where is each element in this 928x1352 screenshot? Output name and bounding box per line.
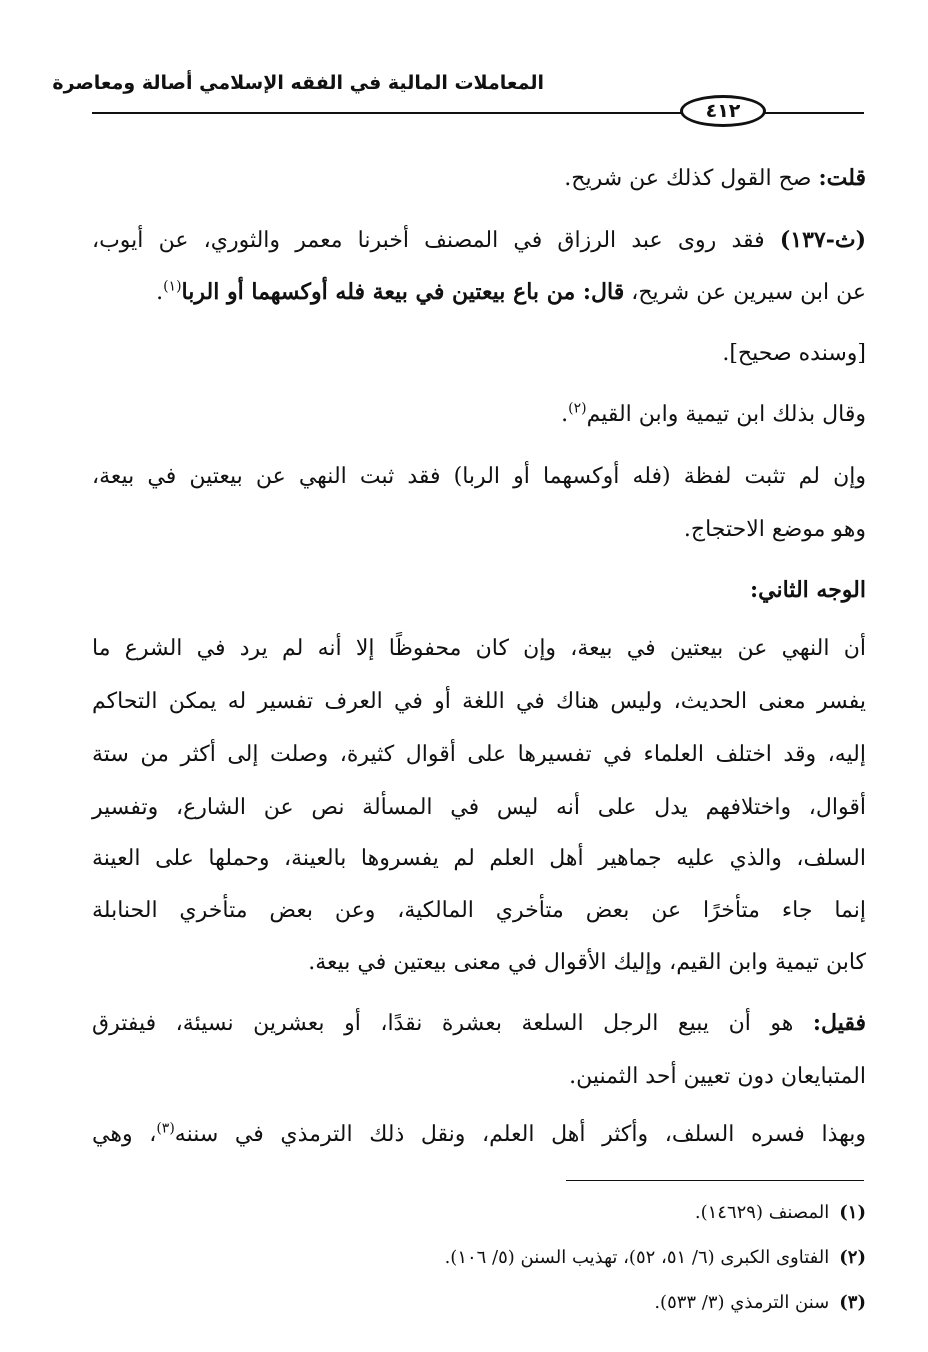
- paragraph-line-5: [561, 400, 866, 430]
- paragraph-line-10: [92, 687, 866, 717]
- paragraph-line-7: [684, 515, 866, 545]
- paragraph-line-4: [722, 339, 866, 369]
- line-18-text: وبهذا فسره السلف، وأكثر أهل العلم، ونقل ذلك الترمذي في سننه: [174, 1122, 866, 1147]
- footnote-2-text: الفتاوى الكبرى (٦/ ٥١، ٥٢)، تهذيب السنن (٥/ ١٠٦).: [444, 1247, 830, 1268]
- running-header-title: المعاملات المالية في الفقه الإسلامي أصالة ومعاصرة: [52, 72, 544, 94]
- paragraph-line-12: [92, 793, 866, 823]
- section-heading-text: الوجه الثاني:: [750, 577, 866, 603]
- line-2-text: فقد روى عبد الرزاق في المصنف أخبرنا معمر والثوري، عن أيوب،: [92, 228, 780, 253]
- footnote-marker-1: (١): [163, 278, 182, 295]
- line-3-end: .: [156, 280, 164, 305]
- footnote-2-number: (٢): [839, 1247, 866, 1268]
- footnote-2: [445, 1245, 866, 1271]
- line-5-text: وقال بذلك ابن تيمية وابن القيم: [586, 402, 866, 427]
- line-17-text: المتبايعان دون تعيين أحد الثمنين.: [569, 1064, 866, 1089]
- line-5-end: .: [561, 402, 569, 427]
- paragraph-line-17: [569, 1062, 866, 1092]
- footnote-3-number: (٣): [839, 1292, 866, 1313]
- footnote-separator: [566, 1180, 864, 1181]
- line-7-text: وهو موضع الاحتجاج.: [683, 517, 866, 542]
- qultu-label: قلت:: [818, 165, 866, 191]
- faqila-label: فقيل:: [812, 1010, 866, 1036]
- athar-number: (ث-١٣٧): [779, 227, 866, 253]
- line-18-end: ، وهي: [92, 1122, 157, 1147]
- line-14-text: إنما جاء متأخرًا عن بعض متأخري المالكية، وعن بعض متأخري الحنابلة: [92, 898, 866, 923]
- paragraph-line-11: [92, 740, 866, 770]
- line-3-text: عن ابن سيرين عن شريح،: [624, 280, 866, 305]
- footnote-marker-2: (٢): [568, 400, 587, 417]
- quoted-saying: قال: من باع بيعتين في بيعة فله أوكسهما أو الربا: [181, 279, 625, 305]
- footnote-1-text: المصنف (١٤٦٢٩).: [694, 1202, 830, 1223]
- footnote-3-text: سنن الترمذي (٣/ ٥٣٣).: [654, 1292, 830, 1313]
- paragraph-line-18: [92, 1120, 866, 1150]
- paragraph-line-16: [92, 1008, 866, 1039]
- paragraph-line-9: [92, 634, 866, 664]
- paragraph-line-6: [92, 462, 866, 492]
- paragraph-line-2: [92, 225, 866, 256]
- line-11-text: إليه، وقد اختلف العلماء في تفسيرها على أقوال كثيرة، وصلت إلى أكثر من ستة: [92, 742, 866, 767]
- footnote-3: [654, 1290, 866, 1316]
- page-number: [680, 95, 766, 127]
- line-15-text: كابن تيمية وابن القيم، وإليك الأقوال في معنى بيعتين في بيعة.: [308, 950, 866, 975]
- paragraph-line-13: [92, 844, 866, 874]
- line-6-text: وإن لم تثبت لفظة (فله أوكسهما أو الربا) فقد ثبت النهي عن بيعتين في بيعة،: [92, 464, 866, 489]
- section-heading: [750, 575, 866, 605]
- line-12-text: أقوال، واختلافهم يدل على أنه ليس في المسألة نص عن الشارع، وتفسير: [92, 795, 866, 820]
- paragraph-line-15: [308, 948, 866, 978]
- paragraph-line-14: [92, 896, 866, 926]
- footnote-1: [695, 1200, 866, 1226]
- paragraph-line-1: [564, 163, 866, 194]
- line-9-text: أن النهي عن بيعتين في بيعة، وإن كان محفوظًا إلا أنه لم يرد في الشرع ما: [92, 636, 866, 661]
- line-4-text: [وسنده صحيح].: [722, 341, 866, 366]
- line-1-text: صح القول كذلك عن شريح.: [564, 166, 819, 191]
- line-10-text: يفسر معنى الحديث، وليس هناك في اللغة أو في العرف تفسير له يمكن التحاكم: [92, 689, 866, 714]
- page-number-text: ٤١٢: [705, 100, 741, 122]
- footnote-1-number: (١): [839, 1202, 866, 1223]
- footnote-marker-3: (٣): [156, 1120, 175, 1137]
- line-16-text: هو أن يبيع الرجل السلعة بعشرة نقدًا، أو بعشرين نسيئة، فيفترق: [92, 1011, 813, 1036]
- paragraph-line-3: [156, 277, 866, 308]
- line-13-text: السلف، والذي عليه جماهير أهل العلم لم يفسروها بالعينة، وحملها على العينة: [92, 846, 866, 871]
